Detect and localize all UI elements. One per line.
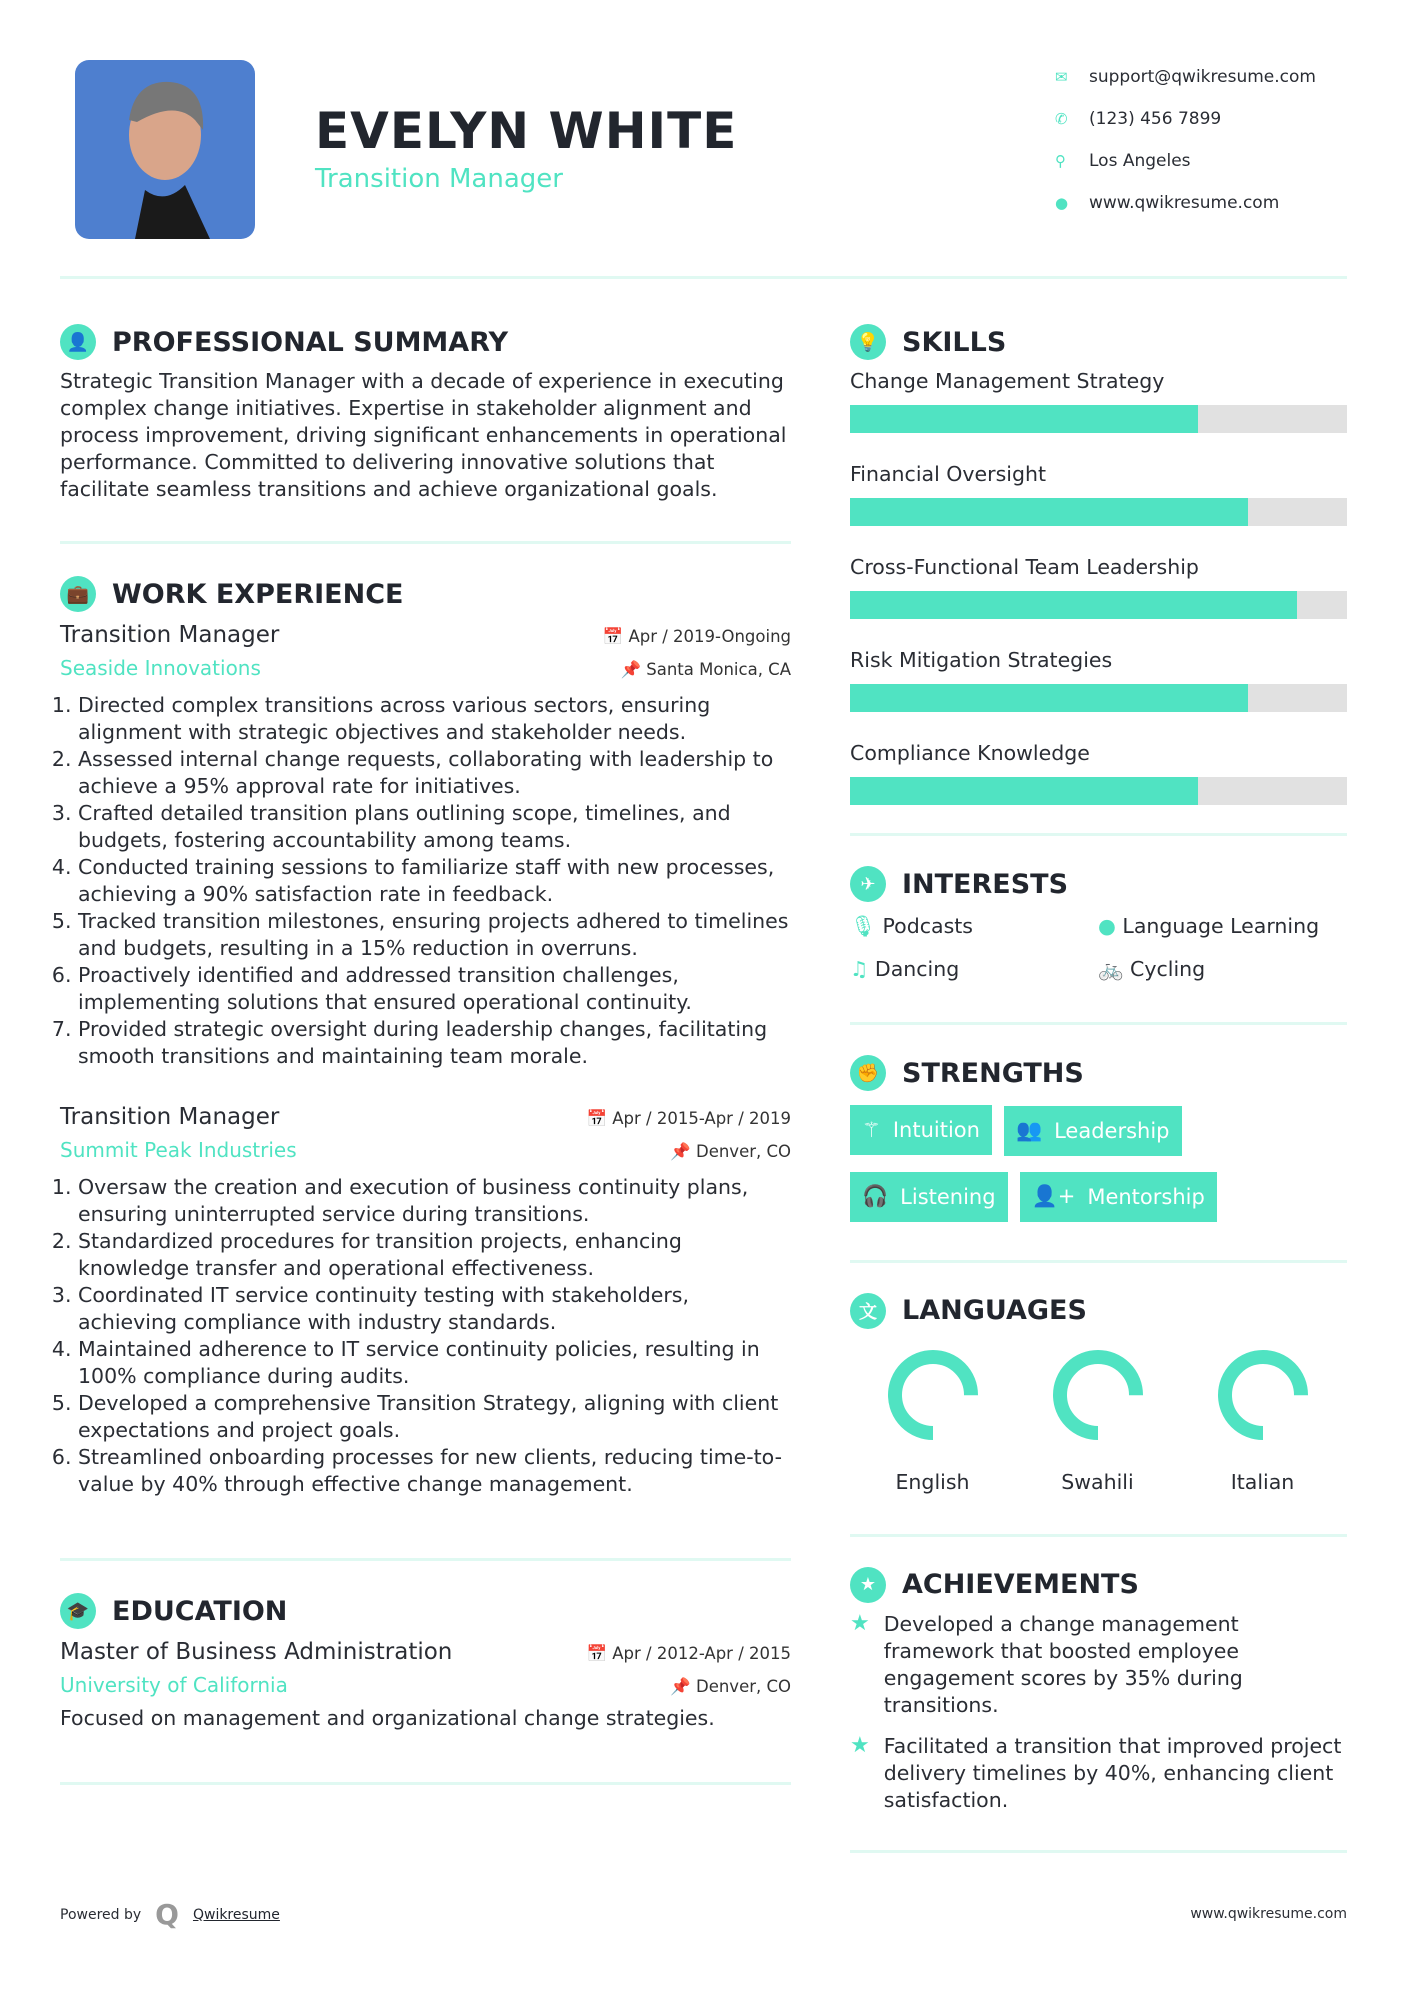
language-item — [1015, 1345, 1180, 1494]
header-divider — [60, 276, 1347, 279]
skill-name: Change Management Strategy — [850, 369, 1165, 393]
education-section — [60, 1593, 791, 1732]
location-text: Denver, CO — [695, 1142, 791, 1161]
tag-label: Intuition — [892, 1118, 980, 1142]
duty-item: 1. Directed complex transitions across various sectors, ensuring alignment with strategic objectives and stakeholder needs. — [78, 692, 791, 746]
school: University of California — [60, 1673, 288, 1697]
section-heading: WORK EXPERIENCE — [112, 578, 404, 610]
music-icon: ♫ — [850, 957, 875, 981]
contact-website[interactable] — [1055, 182, 1316, 224]
interest-label: Cycling — [1130, 957, 1206, 981]
achievements-section — [850, 1567, 1347, 1814]
skill-bar — [850, 405, 1347, 433]
section-heading: INTERESTS — [902, 868, 1069, 900]
email-text: support@qwikresume.com — [1089, 67, 1316, 87]
user-plus-icon: 👤+ — [1031, 1184, 1076, 1208]
section-heading: ACHIEVEMENTS — [902, 1569, 1139, 1600]
interests-section — [850, 866, 1347, 982]
right-column — [850, 324, 1347, 1853]
skill-item — [850, 554, 1347, 619]
candidate-name: EVELYN WHITE — [315, 102, 738, 160]
location-text: Los Angeles — [1089, 151, 1191, 171]
section-heading: SKILLS — [902, 326, 1007, 358]
globe-icon: ● — [1055, 194, 1069, 212]
divider — [850, 1022, 1347, 1025]
job-date — [603, 627, 791, 647]
duty-item: 3. Crafted detailed transition plans outlining scope, timelines, and budgets, fostering accountability among teams. — [78, 800, 791, 854]
star-icon: ★ — [850, 1567, 886, 1603]
pin-icon: 📌 — [670, 1677, 696, 1696]
user-icon: 👤 — [60, 324, 96, 360]
duty-item: 1. Oversaw the creation and execution of business continuity plans, ensuring uninterrupted service during transitions. — [78, 1174, 791, 1228]
duty-list — [60, 692, 791, 1070]
phone-icon: ✆ — [1055, 110, 1068, 128]
skill-bar-fill — [850, 684, 1248, 712]
degree: Master of Business Administration — [60, 1639, 453, 1665]
language-item — [850, 1345, 1015, 1494]
languages-section — [850, 1293, 1347, 1494]
skill-name: Cross-Functional Team Leadership — [850, 555, 1199, 579]
strength-tag — [1004, 1106, 1182, 1156]
pin-icon: 📌 — [670, 1142, 696, 1161]
skill-item — [850, 368, 1347, 433]
duty-list — [60, 1174, 791, 1498]
users-icon: 👥 — [1015, 1118, 1043, 1142]
job-entry — [60, 1104, 791, 1498]
company-name: Seaside Innovations — [60, 656, 261, 680]
briefcase-icon: 💼 — [60, 576, 96, 612]
phone-text: (123) 456 7899 — [1089, 109, 1222, 129]
skill-item — [850, 461, 1347, 526]
skill-bar — [850, 591, 1347, 619]
lightbulb-icon: 💡 — [850, 324, 886, 360]
calendar-icon: 📅 — [586, 1109, 613, 1128]
strengths-section — [850, 1055, 1347, 1222]
language-level-ring — [1048, 1345, 1148, 1445]
profile-photo — [75, 60, 255, 239]
contact-phone — [1055, 98, 1316, 140]
skill-bar-fill — [850, 777, 1198, 805]
language-name: Swahili — [1061, 1469, 1134, 1494]
duty-item: 6. Streamlined onboarding processes for new clients, reducing time-to-value by 40% through effective change management. — [78, 1444, 791, 1498]
skill-item — [850, 740, 1347, 805]
skill-bar-fill — [850, 591, 1297, 619]
footer-url[interactable]: www.qwikresume.com — [1190, 1906, 1347, 1922]
skill-bar-fill — [850, 498, 1248, 526]
calendar-icon: 📅 — [586, 1644, 613, 1663]
duty-item: 7. Provided strategic oversight during leadership changes, facilitating smooth transitions and maintaining team morale. — [78, 1016, 791, 1070]
fist-icon: ✊ — [850, 1055, 886, 1091]
duty-item: 2. Standardized procedures for transition projects, enhancing knowledge transfer and operational effectiveness. — [78, 1228, 791, 1282]
powered-by-text: Powered by — [60, 1906, 142, 1923]
skill-bar-fill — [850, 405, 1198, 433]
achievement-text: Developed a change management framework that boosted employee engagement scores by 35% during transitions. — [883, 1611, 1243, 1717]
duty-item: 4. Conducted training sessions to familiarize staff with new processes, achieving a 90% satisfaction rate in feedback. — [78, 854, 791, 908]
left-column — [60, 324, 791, 1785]
interest-label: Dancing — [874, 957, 960, 981]
graduation-icon: 🎓 — [60, 1593, 96, 1629]
skill-name: Risk Mitigation Strategies — [850, 648, 1113, 672]
tag-label: Mentorship — [1087, 1184, 1205, 1209]
divider — [60, 1782, 791, 1785]
duty-item: 4. Maintained adherence to IT service continuity policies, resulting in 100% compliance during audits. — [78, 1336, 791, 1390]
summary-section — [60, 324, 791, 503]
divider — [60, 1558, 791, 1561]
map-pin-icon: ⚲ — [1055, 152, 1066, 170]
interest-label: Podcasts — [882, 914, 973, 938]
interest-item — [1098, 914, 1347, 939]
language-item — [1180, 1345, 1345, 1494]
section-heading: LANGUAGES — [902, 1295, 1087, 1326]
education-location — [670, 1677, 791, 1697]
candidate-title: Transition Manager — [315, 164, 563, 194]
section-heading: STRENGTHS — [902, 1057, 1084, 1089]
contact-list — [1055, 56, 1316, 224]
qwikresume-logo-icon: Q — [155, 1898, 179, 1931]
location-text: Santa Monica, CA — [646, 660, 791, 679]
headphones-icon: 🎧 — [862, 1184, 889, 1208]
skill-bar — [850, 777, 1347, 805]
achievement-text: Facilitated a transition that improved project delivery timelines by 40%, enhancing client satisfaction. — [883, 1733, 1342, 1812]
divider — [850, 833, 1347, 836]
job-entry — [60, 622, 791, 1070]
interest-item — [1098, 957, 1347, 982]
interest-item — [850, 957, 1098, 982]
paper-plane-icon: ✈ — [850, 866, 886, 902]
star-icon: ★ — [850, 1732, 870, 1758]
duty-item: 2. Assessed internal change requests, collaborating with leadership to achieve a 95% approval rate for initiatives. — [78, 746, 791, 800]
section-heading: EDUCATION — [112, 1595, 288, 1627]
language-level-ring — [883, 1345, 983, 1445]
education-text: Focused on management and organizational change strategies. — [60, 1706, 715, 1730]
duty-item: 5. Developed a comprehensive Transition Strategy, aligning with client expectations and project goals. — [78, 1390, 791, 1444]
envelope-icon: ✉ — [1055, 68, 1068, 86]
skill-name: Financial Oversight — [850, 462, 1047, 486]
location-text: Denver, CO — [695, 1677, 791, 1696]
interest-item — [850, 914, 1098, 939]
work-section — [60, 576, 791, 1498]
interest-label: Language Learning — [1122, 914, 1320, 938]
bicycle-icon: 🚲 — [1098, 957, 1131, 981]
job-date — [586, 1109, 791, 1129]
website-text: www.qwikresume.com — [1089, 193, 1280, 213]
language-level-ring — [1213, 1345, 1313, 1445]
divider — [60, 541, 791, 544]
skill-name: Compliance Knowledge — [850, 741, 1090, 765]
job-title: Transition Manager — [60, 1104, 280, 1130]
calendar-icon: 📅 — [602, 627, 629, 646]
strength-tag — [850, 1172, 1008, 1222]
contact-location — [1055, 140, 1316, 182]
globe-icon: ● — [1098, 914, 1123, 938]
education-date — [586, 1644, 791, 1664]
skills-section — [850, 324, 1347, 805]
date-text: Apr / 2015-Apr / 2019 — [612, 1109, 791, 1128]
job-location — [670, 1142, 791, 1162]
achievement-item — [850, 1733, 1347, 1814]
date-text: Apr / 2012-Apr / 2015 — [612, 1644, 791, 1663]
pin-icon: 📌 — [620, 660, 647, 679]
job-title: Transition Manager — [60, 622, 280, 648]
skill-bar — [850, 498, 1347, 526]
divider — [850, 1850, 1347, 1853]
magic-wand-icon: ⚚ — [862, 1118, 881, 1142]
skill-bar — [850, 684, 1347, 712]
language-name: English — [895, 1469, 970, 1494]
footer-brand — [60, 1898, 280, 1931]
date-text: Apr / 2019-Ongoing — [628, 627, 791, 646]
strength-tag — [1020, 1172, 1217, 1222]
divider — [850, 1534, 1347, 1537]
company-name: Summit Peak Industries — [60, 1138, 297, 1162]
divider — [850, 1260, 1347, 1263]
skill-item — [850, 647, 1347, 712]
brand-link[interactable]: Qwikresume — [192, 1906, 280, 1923]
duty-item: 3. Coordinated IT service continuity testing with stakeholders, achieving compliance with industry standards. — [78, 1282, 791, 1336]
job-location — [620, 660, 791, 680]
language-icon: 文 — [850, 1293, 886, 1329]
strength-tag — [850, 1105, 992, 1155]
microphone-icon: 🎙 — [850, 914, 883, 938]
tag-label: Listening — [900, 1184, 996, 1209]
contact-email[interactable] — [1055, 56, 1316, 98]
achievement-item — [850, 1611, 1347, 1719]
duty-item: 5. Tracked transition milestones, ensuring projects adhered to timelines and budgets, resulting in a 15% reduction in overruns. — [78, 908, 791, 962]
tag-label: Leadership — [1054, 1118, 1170, 1143]
duty-item: 6. Proactively identified and addressed transition challenges, implementing solutions that ensured operational continuity. — [78, 962, 791, 1016]
language-name: Italian — [1230, 1469, 1295, 1494]
summary-text: Strategic Transition Manager with a decade of experience in executing complex change initiatives. Expertise in stakeholder alignment and process improvement, driving significant enhancements in operational performance. Committed to delivering innovative solutions that facilitate seamless transitions and achieve organizational goals. — [60, 369, 787, 501]
section-heading: PROFESSIONAL SUMMARY — [112, 326, 509, 358]
star-icon: ★ — [850, 1610, 870, 1636]
